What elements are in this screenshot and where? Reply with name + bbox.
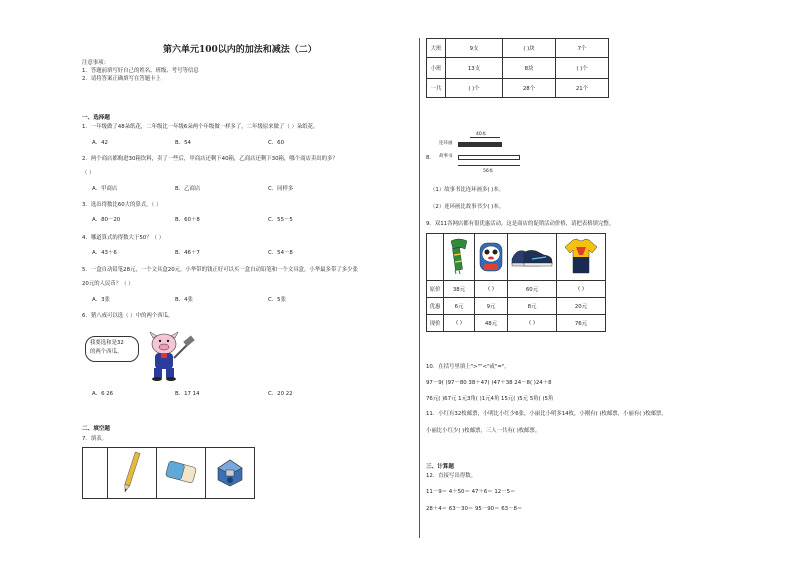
q1-option-c: C．60	[268, 140, 285, 146]
q10-text: 10．在括号里填上">""<"或"="。	[426, 364, 510, 370]
q7-empty-cell	[83, 448, 108, 499]
table2-cell: ( )	[508, 315, 557, 332]
backpack-icon	[477, 237, 505, 275]
table2-cell: 76元	[557, 315, 606, 332]
column-divider	[419, 38, 420, 538]
q8-bar2-label: 故事书	[439, 154, 453, 159]
q4-option-b: B．46＋7	[175, 250, 200, 256]
q8-sub2: （2）连环画比故事书少( )本。	[430, 204, 505, 210]
table1-cell: ( )块	[503, 39, 556, 58]
q5-option-b: B．4张	[175, 297, 193, 303]
table1-cell: ( )个	[556, 58, 609, 79]
notes-title: 注意事项：	[82, 60, 109, 66]
table1-cell: 8块	[503, 58, 556, 79]
q9-backpack-cell	[475, 234, 508, 281]
q7-picture-table	[82, 447, 255, 499]
q2-text: 2．两个商店都购进30箱饮料，卖了一些后，甲商店还剩下40箱，乙商店还剩下30箱，哪个商店卖出的多？	[82, 156, 338, 162]
q3-option-b: B．60＋8	[175, 217, 200, 223]
bubble-line-2: 的两个西瓜。	[90, 349, 123, 355]
table2-cell: 优惠	[427, 298, 444, 315]
q4-option-c: C．54－8	[268, 250, 293, 256]
q8-bottom-value: 56本	[483, 169, 494, 174]
q7-sharpener-cell	[206, 448, 255, 499]
table1-cell: 7个	[556, 39, 609, 58]
q2-blank: （ ）	[82, 170, 95, 176]
table2-cell: 38元	[444, 281, 475, 298]
pig-character-icon	[140, 330, 198, 382]
eraser-icon	[164, 458, 198, 486]
section-fill: 二、填空题	[82, 426, 110, 432]
q2-option-c: C．同样多	[268, 186, 294, 192]
table2-cell: 9元	[475, 298, 508, 315]
q5-option-a: A．3张	[92, 297, 110, 303]
q8-bar1-label: 连环画	[439, 141, 453, 146]
table1-cell: 9支	[446, 39, 503, 58]
q9-shirt-cell	[557, 234, 606, 281]
q8-sub1: （1）故事书比连环画多( )本。	[430, 187, 505, 193]
q8-label: 8．	[426, 155, 435, 161]
sharpener-icon	[214, 456, 246, 488]
section-choice: 一、选择题	[82, 115, 110, 121]
table1-cell: ( )个	[446, 79, 503, 98]
q7-text: 7．填表。	[82, 436, 107, 442]
q3-option-a: A．80－20	[92, 217, 121, 223]
calc-line-1: 11－9＝ 4＋50＝ 47＋6＝ 12－5＝	[426, 489, 516, 495]
q7-count-table	[426, 38, 609, 98]
table2-cell: 60元	[508, 281, 557, 298]
q1-option-a: A．42	[92, 140, 108, 146]
table2-cell: ( )	[444, 315, 475, 332]
bubble-line-1: 我要选和是32	[90, 340, 124, 346]
q7-eraser-cell	[157, 448, 206, 499]
q12-text: 12．直接写出得数。	[426, 473, 476, 479]
q8-bar2	[458, 155, 520, 160]
pencil-icon	[122, 450, 142, 494]
table2-cell: 20元	[557, 298, 606, 315]
q11-text: 11．小红有32枚邮票，小明比小红少6张，小丽比小明多14枚，小刚有( )枚邮票，小丽有( )枚邮票，	[426, 411, 667, 417]
table1-cell: 大班	[427, 39, 446, 58]
q9-shoes-cell	[508, 234, 557, 281]
q8-bar1	[458, 142, 502, 147]
table1-cell: 21个	[556, 79, 609, 98]
q8-top-brace	[470, 137, 500, 138]
note-1: 1．答题前填写好自己的姓名、班级、考号等信息	[82, 68, 199, 74]
q11-text-cont: 小丽比小红少( )枚邮票，三人一共有( )枚邮票。	[426, 428, 541, 434]
q6-option-c: C．20 22	[268, 391, 293, 397]
calc-line-2: 28＋4＝ 63－30＝ 95－90＝ 63－8＝	[426, 506, 523, 512]
page-title: 第六单元100以内的加法和减法（二）	[163, 45, 317, 55]
q6-option-b: B．17 14	[175, 391, 200, 397]
table1-cell: 13支	[446, 58, 503, 79]
table2-cell: 8元	[508, 298, 557, 315]
q8-top-value: 40本	[476, 132, 487, 137]
tshirt-icon	[563, 237, 599, 275]
q6-option-a: A．6 26	[92, 391, 114, 397]
q1-text: 1．一年级做了48朵纸花，二年级比一年级6朵两个年级做一样多了，二年级原来做了（ ）朵纸花。	[82, 124, 319, 130]
q3-option-c: C．55－5	[268, 217, 293, 223]
q1-option-b: B．54	[175, 140, 191, 146]
table1-cell: 28个	[503, 79, 556, 98]
table2-cell: 现价	[427, 315, 444, 332]
section-calc: 三、计算题	[426, 464, 454, 470]
scarf-icon	[447, 237, 471, 275]
q9-price-table	[426, 233, 606, 332]
q8-bottom-brace	[458, 165, 520, 166]
q3-text: 3．选出得数比60大的算式。（ ）	[82, 202, 162, 208]
q9-text: 9．双11各网店都有很优惠活动，这是商店的促销活动价格，请把表格填完整。	[426, 221, 615, 227]
q4-option-a: A．43＋6	[92, 250, 117, 256]
q5-text-cont: 20元的人民币？（ ）	[82, 281, 134, 287]
table2-cell: 48元	[475, 315, 508, 332]
table1-cell: 一共	[427, 79, 446, 98]
table1-cell: 小班	[427, 58, 446, 79]
note-2: 2．请将答案正确填写在答题卡上	[82, 76, 161, 82]
q10-line-2: 76元( )67元 1元3角( )1元4角 15元( )5元 5角( )5角	[426, 396, 554, 402]
table2-cell: 6元	[444, 298, 475, 315]
table2-cell: 原价	[427, 281, 444, 298]
table2-cell: ( )	[475, 281, 508, 298]
q5-option-c: C．5张	[268, 297, 286, 303]
q9-corner-cell	[427, 234, 444, 281]
q6-text: 6．猪八戒可以选（ ）中的两个西瓜。	[82, 313, 174, 319]
q2-option-a: A．甲商店	[92, 186, 118, 192]
q4-text: 4．哪道算式的得数大于50？（ ）	[82, 235, 165, 241]
q5-text: 5．一盒自动铅笔28元，一个文具盒20元。小华带的钱正好可以买一盒自动铅笔和一个文具盒，小华最多带了多少张	[82, 267, 358, 273]
q10-line-1: 97－9( )97－80 38＋47( )47＋38 24－8( )24＋8	[426, 380, 552, 386]
table2-cell: ( )	[557, 281, 606, 298]
q7-pencil-cell	[108, 448, 157, 499]
q2-option-b: B．乙商店	[175, 186, 201, 192]
q9-scarf-cell	[444, 234, 475, 281]
sneakers-icon	[510, 241, 554, 271]
